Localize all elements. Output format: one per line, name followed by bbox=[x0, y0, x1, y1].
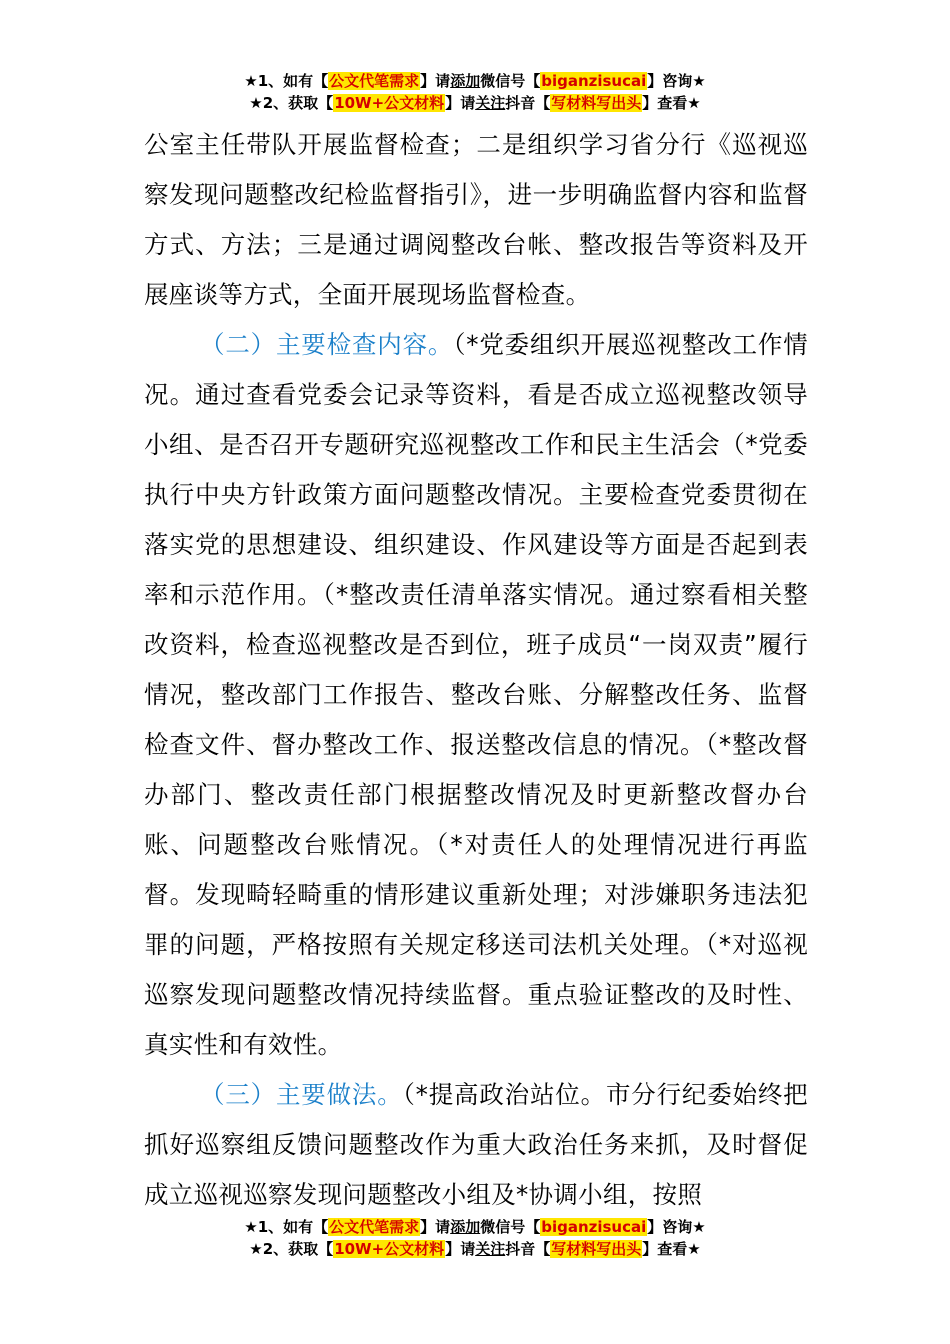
paragraph-3 bbox=[144, 1070, 808, 1220]
banner-text: 】请 bbox=[445, 94, 476, 112]
banner-highlight: 公文代笔需求 bbox=[329, 72, 420, 90]
banner-underlined: 添加 bbox=[450, 72, 481, 90]
banner-text: 】查看★ bbox=[642, 94, 701, 112]
banner-highlight: 10W+公文材料 bbox=[334, 1240, 445, 1258]
banner-text: 】请 bbox=[420, 72, 451, 90]
banner-line-1 bbox=[0, 1216, 950, 1238]
header-banner bbox=[0, 70, 950, 114]
paragraph-2-text: （*党委组织开展巡视整改工作情况。通过查看党委会记录等资料，看是否成立巡视整改领导小组、是否召开专题研究巡视整改工作和民主生活会（*党委执行中央方针政策方面问题整改情况。主要检查党委贯彻在落实党的思想建设、组织建设、作风建设等方面是否起到表率和示范作用。（*整改责任清单落实情况。通过察看相关整改资料，检查巡视整改是否到位，班子成员“一岗双责”履行情况，整改部门工作报告、整改台账、分解整改任务、监督检查文件、督办整改工作、报送整改信息的情况。（*整改督办部门、整改责任部门根据整改情况及时更新整改督办台账、问题整改台账情况。（*对责任人的处理情况进行再监督。发现畸轻畸重的情形建议重新处理；对涉嫌职务违法犯罪的问题，严格按照有关规定移送司法机关处理。（*对巡视巡察发现问题整改情况持续监督。重点验证整改的及时性、真实性和有效性。 bbox=[144, 330, 809, 1059]
banner-text: 】查看★ bbox=[642, 1240, 701, 1258]
paragraph-3-text: （*提高政治站位。市分行纪委始终把抓好巡察组反馈问题整改作为重大政治任务来抓，及时督促成立巡视巡察发现问题整改小组及*协调小组，按照 bbox=[144, 1080, 808, 1209]
paragraph-2 bbox=[144, 320, 808, 1070]
banner-highlight: 10W+公文材料 bbox=[334, 94, 445, 112]
banner-highlight: biganzisucai bbox=[541, 1218, 647, 1236]
paragraph-1: 公室主任带队开展监督检查；二是组织学习省分行《巡视巡察发现问题整改纪检监督指引》，进一步明确监督内容和监督方式、方法；三是通过调阅整改台帐、整改报告等资料及开展座谈等方式，全面开展现场监督检查。 bbox=[144, 130, 808, 309]
banner-text: 抖音【 bbox=[505, 1240, 551, 1258]
banner-text: ★1、如有【 bbox=[244, 72, 329, 90]
section-heading-2: （二）主要检查内容。 bbox=[200, 330, 454, 359]
banner-highlight: 写材料写出头 bbox=[551, 1240, 642, 1258]
document-body bbox=[144, 120, 808, 1220]
banner-line-2 bbox=[0, 1238, 950, 1260]
banner-text: ★2、获取【 bbox=[249, 1240, 334, 1258]
banner-highlight: 公文代笔需求 bbox=[329, 1218, 420, 1236]
banner-text: 微信号【 bbox=[480, 1218, 541, 1236]
banner-highlight: biganzisucai bbox=[541, 72, 647, 90]
banner-text: 】咨询★ bbox=[647, 72, 706, 90]
banner-underlined: 添加 bbox=[450, 1218, 481, 1236]
banner-line-2 bbox=[0, 92, 950, 114]
banner-text: 微信号【 bbox=[480, 72, 541, 90]
banner-underlined: 关注 bbox=[475, 1240, 506, 1258]
banner-text: 】请 bbox=[420, 1218, 451, 1236]
banner-underlined: 关注 bbox=[475, 94, 506, 112]
banner-text: 抖音【 bbox=[505, 94, 551, 112]
banner-text: 】请 bbox=[445, 1240, 476, 1258]
footer-banner bbox=[0, 1216, 950, 1260]
section-heading-3: （三）主要做法。 bbox=[200, 1080, 403, 1109]
banner-text: ★1、如有【 bbox=[244, 1218, 329, 1236]
banner-line-1 bbox=[0, 70, 950, 92]
banner-text: ★2、获取【 bbox=[249, 94, 334, 112]
banner-highlight: 写材料写出头 bbox=[551, 94, 642, 112]
banner-text: 】咨询★ bbox=[647, 1218, 706, 1236]
